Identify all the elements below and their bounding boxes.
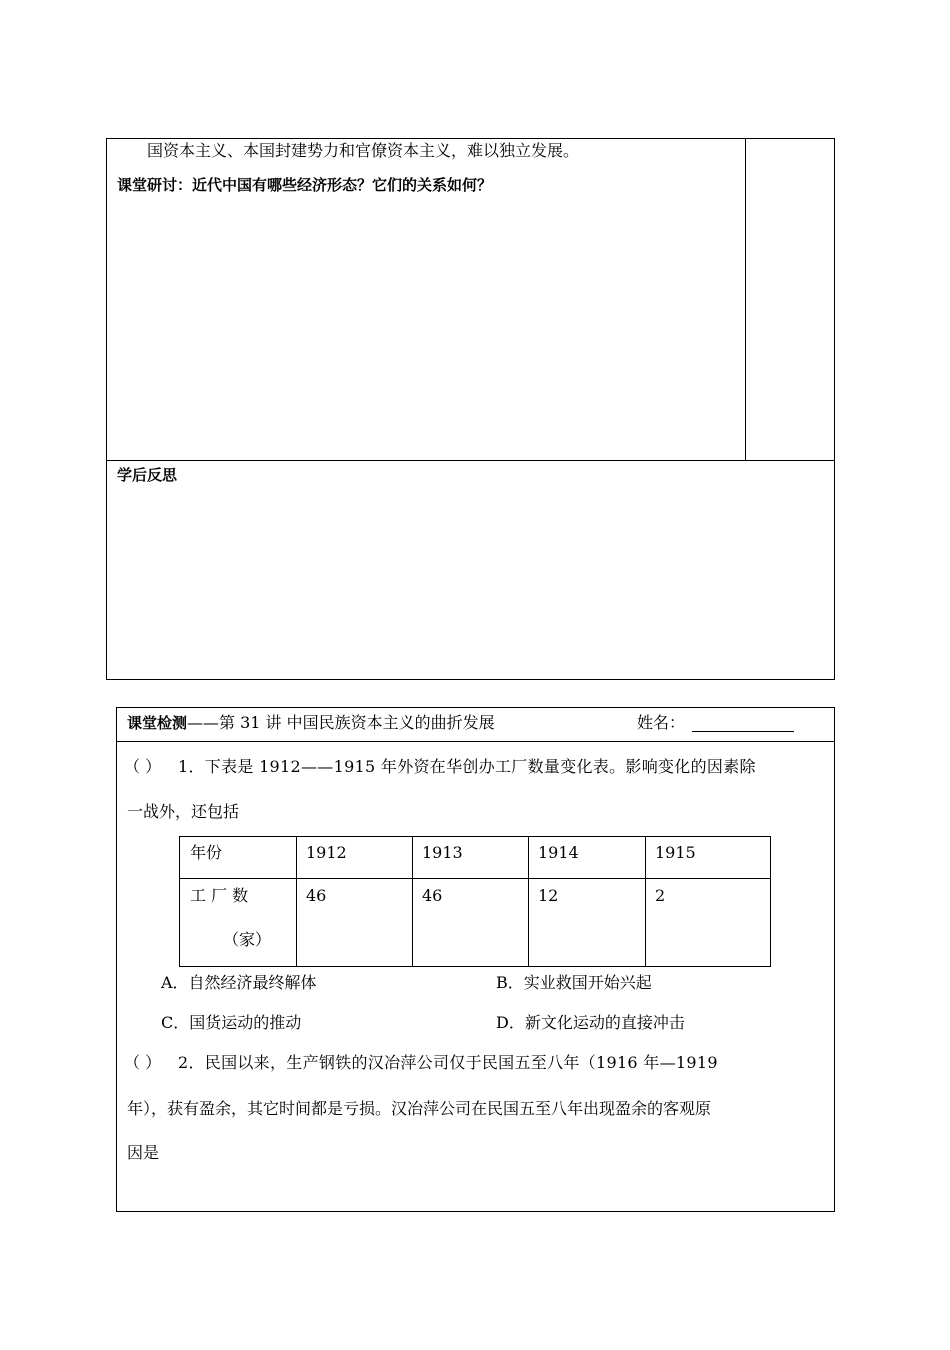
q1-option-a[interactable]: A．自然经济最终解体	[161, 973, 317, 992]
table-col-divider-3	[528, 836, 529, 967]
quiz-title	[127, 713, 495, 733]
table-year-1915: 1915	[655, 843, 696, 862]
q2-text-line1: 2．民国以来，生产钢铁的汉冶萍公司仅于民国五至八年（1916 年—1919	[178, 1053, 718, 1072]
quiz-header-divider	[116, 741, 835, 742]
table-col-divider-1	[296, 836, 297, 967]
q1-text-line1: 1．下表是 1912——1915 年外资在华创办工厂数量变化表。影响变化的因素除	[178, 757, 756, 776]
table-year-1913: 1913	[422, 843, 463, 862]
quiz-title-rest: ——第 31 讲 中国民族资本主义的曲折发展	[187, 713, 495, 732]
name-blank-line[interactable]	[692, 731, 794, 732]
q2-text-line2: 年），获有盈余，其它时间都是亏损。汉冶萍公司在民国五至八年出现盈余的客观原	[127, 1099, 712, 1118]
table-col-divider-2	[412, 836, 413, 967]
table-row-label-line2: （家）	[223, 930, 272, 949]
q1-option-b[interactable]: B．实业救国开始兴起	[496, 973, 652, 992]
table-year-1912: 1912	[306, 843, 347, 862]
table-year-1914: 1914	[538, 843, 579, 862]
table-header-label: 年份	[190, 843, 223, 862]
q2-text-line3: 因是	[127, 1143, 160, 1162]
continuation-text: 国资本主义、本国封建势力和官僚资本主义，难以独立发展。	[147, 141, 580, 160]
upper-margin-column-divider	[745, 138, 746, 460]
table-value-1912: 46	[306, 886, 327, 905]
table-value-1915: 2	[655, 886, 666, 905]
q1-text-line2: 一战外，还包括	[127, 802, 240, 821]
table-value-1913: 46	[422, 886, 443, 905]
upper-frame	[106, 138, 835, 680]
q2-answer-paren[interactable]: （ ）	[124, 1053, 162, 1072]
q1-option-d[interactable]: D．新文化运动的直接冲击	[496, 1013, 685, 1032]
q1-answer-paren[interactable]: （ ）	[124, 757, 162, 776]
name-label: 姓名：	[637, 713, 686, 732]
reflection-heading: 学后反思	[117, 466, 178, 484]
table-value-1914: 12	[538, 886, 559, 905]
discussion-heading: 课堂研讨：近代中国有哪些经济形态？它们的关系如何？	[117, 176, 493, 194]
quiz-title-bold: 课堂检测	[127, 714, 188, 732]
q1-option-c[interactable]: C．国货运动的推动	[161, 1013, 302, 1032]
table-col-divider-4	[645, 836, 646, 967]
reflection-divider	[106, 460, 835, 461]
table-header-divider	[179, 878, 771, 879]
table-row-label-line1: 工 厂 数	[190, 886, 249, 905]
